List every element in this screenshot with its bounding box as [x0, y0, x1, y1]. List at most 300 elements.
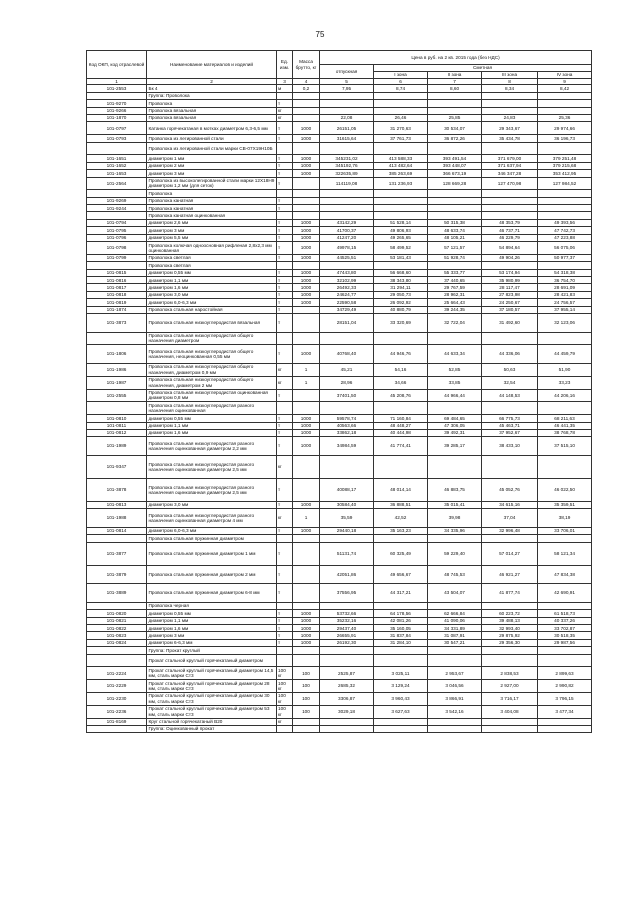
material-code: 101-1653 [87, 170, 147, 177]
table-row [87, 402, 592, 415]
table-row [87, 107, 592, 114]
unit-of-measure: т [277, 277, 293, 284]
gross-mass [293, 92, 320, 99]
price-zone-1 [374, 190, 428, 197]
table-row [87, 212, 592, 219]
header-code: Код ОКП, код отраслевой [87, 51, 147, 79]
price-zone-3 [482, 212, 538, 219]
gross-mass [293, 584, 320, 603]
material-code: 101-0816 [87, 277, 147, 284]
gross-mass: 100 [293, 680, 320, 693]
material-code: 101-1987 [87, 376, 147, 389]
gross-mass: 100 [293, 705, 320, 718]
price-zone-1 [374, 100, 428, 107]
release-price [320, 197, 374, 204]
price-zone-2: 55 333,77 [428, 269, 482, 276]
price-zone-4: 3 477,34 [538, 705, 592, 718]
price-zone-3: 46 229,79 [482, 234, 538, 241]
price-zone-1 [374, 92, 428, 99]
price-zone-1 [374, 332, 428, 345]
price-zone-2: 393 448,07 [428, 162, 482, 169]
release-price: 30584,40 [320, 501, 374, 508]
material-name: Проволока канатная [147, 197, 277, 204]
unit-of-measure: кг [277, 718, 293, 725]
price-zone-1: 35 163,23 [374, 527, 428, 534]
price-zone-2 [428, 654, 482, 667]
release-price: 37401,50 [320, 389, 374, 402]
price-zone-2 [428, 107, 482, 114]
release-price [320, 535, 374, 542]
table-row [87, 632, 592, 639]
gross-mass: 1000 [293, 527, 320, 534]
price-zone-1: 71 160,84 [374, 415, 428, 422]
gross-mass [293, 402, 320, 415]
release-price [320, 602, 374, 609]
price-zone-1: 40 444,98 [374, 429, 428, 436]
material-code: 101-0812 [87, 429, 147, 436]
unit-of-measure [277, 535, 293, 542]
table-row [87, 680, 592, 693]
price-zone-1: 3 129,24 [374, 680, 428, 693]
price-zone-1 [374, 455, 428, 478]
price-zone-3: 24 250,67 [482, 299, 538, 306]
price-zone-3: 39 488,13 [482, 617, 538, 624]
unit-of-measure [277, 262, 293, 269]
unit-of-measure: т [277, 437, 293, 456]
price-zone-4: 44 206,16 [538, 389, 592, 402]
unit-of-measure: т [277, 291, 293, 298]
price-zone-3: 37,04 [482, 509, 538, 528]
price-zone-4: 127 984,52 [538, 177, 592, 190]
unit-of-measure: 100 кг [277, 692, 293, 705]
table-row [87, 584, 592, 603]
material-code: 101-2553 [87, 85, 147, 92]
material-name: Проволока вязальная [147, 107, 277, 114]
price-zone-4: 28 421,83 [538, 291, 592, 298]
release-price: 34729,49 [320, 306, 374, 313]
material-name: диаметром 5,5 мм [147, 234, 277, 241]
price-zone-4: 33 702,87 [538, 625, 592, 632]
material-code: 101-3877 [87, 542, 147, 565]
gross-mass [293, 718, 320, 725]
table-row [87, 610, 592, 617]
unit-of-measure [277, 725, 293, 732]
gross-mass [293, 190, 320, 197]
price-zone-2: 32 722,04 [428, 313, 482, 332]
table-row [87, 527, 592, 534]
col-number: 8 [482, 79, 538, 85]
material-code: 101-1874 [87, 306, 147, 313]
material-name: Проволока колючая одноосновная рифленая 2,8х2,3 мм оцинкованная [147, 242, 277, 255]
group-header-row [87, 92, 592, 99]
release-price: 22,08 [320, 114, 374, 121]
price-zone-4 [538, 654, 592, 667]
unit-of-measure: т [277, 422, 293, 429]
price-zone-3: 3 404,08 [482, 705, 538, 718]
table-row [87, 509, 592, 528]
material-name: Проволока стальная низкоуглеродистая общего назначения, неоцинкованная 0,55 мм [147, 345, 277, 364]
material-name: диаметром 3 мм [147, 632, 277, 639]
price-zone-3: 45 463,71 [482, 422, 538, 429]
price-zone-2 [428, 262, 482, 269]
unit-of-measure: т [277, 177, 293, 190]
gross-mass [293, 114, 320, 121]
price-zone-3: 27 823,98 [482, 291, 538, 298]
unit-of-measure: т [277, 632, 293, 639]
material-name: Проволока стальная низкоуглеродистая разного назначения оцинкованная диаметром 2,5 мм [147, 455, 277, 478]
price-zone-2: 29 767,59 [428, 284, 482, 291]
price-zone-2: 3 866,91 [428, 692, 482, 705]
price-zone-2: 31 087,91 [428, 632, 482, 639]
unit-of-measure: т [277, 227, 293, 234]
material-code: 101-0810 [87, 415, 147, 422]
release-price: 44525,51 [320, 254, 374, 261]
header-name: Наименование материалов и изделий [147, 51, 277, 79]
price-zone-3 [482, 654, 538, 667]
unit-of-measure: т [277, 306, 293, 313]
release-price: 28,96 [320, 376, 374, 389]
price-zone-3 [482, 197, 538, 204]
price-zone-4: 353 412,95 [538, 170, 592, 177]
price-zone-3: 66 775,73 [482, 415, 538, 422]
price-zone-3: 35 980,99 [482, 277, 538, 284]
price-zone-1: 44 946,76 [374, 345, 428, 364]
price-zone-3 [482, 92, 538, 99]
price-zone-4 [538, 100, 592, 107]
price-zone-3: 53 174,94 [482, 269, 538, 276]
unit-of-measure: т [277, 219, 293, 226]
unit-of-measure: т [277, 565, 293, 584]
material-name: Прокат стальной круглый горячекатаный диаметром 14,5 мм, сталь марки Ст3 [147, 667, 277, 680]
price-zone-1: 48 448,27 [374, 422, 428, 429]
table-row [87, 429, 592, 436]
table-row [87, 277, 592, 284]
table-row [87, 313, 592, 332]
price-zone-3: 127 470,98 [482, 177, 538, 190]
gross-mass: 1000 [293, 162, 320, 169]
price-zone-3: 32,54 [482, 376, 538, 389]
release-price: 45,21 [320, 363, 374, 376]
price-zone-2: 33,85 [428, 376, 482, 389]
price-zone-2: 48 105,21 [428, 234, 482, 241]
price-zone-3: 38 433,10 [482, 437, 538, 456]
price-zone-2: 59 229,40 [428, 542, 482, 565]
unit-of-measure [277, 92, 293, 99]
price-zone-1: 42,52 [374, 509, 428, 528]
price-zone-2 [428, 455, 482, 478]
material-code: 101-9269 [87, 197, 147, 204]
col-number: 4 [293, 79, 320, 85]
price-zone-3: 28 117,47 [482, 284, 538, 291]
release-price: 35,59 [320, 509, 374, 528]
release-price: 49978,15 [320, 242, 374, 255]
material-code [87, 402, 147, 415]
gross-mass: 1000 [293, 639, 320, 646]
gross-mass [293, 542, 320, 565]
unit-of-measure: т [277, 542, 293, 565]
material-code: 101-0821 [87, 617, 147, 624]
price-zone-1: 131 236,93 [374, 177, 428, 190]
price-zone-3: 57 014,27 [482, 542, 538, 565]
price-zone-3: 44 148,53 [482, 389, 538, 402]
price-zone-1: 26 092,92 [374, 299, 428, 306]
gross-mass: 1000 [293, 625, 320, 632]
material-name: Круг стальной горячекатаный В20 [147, 718, 277, 725]
material-code [87, 654, 147, 667]
release-price: 51131,74 [320, 542, 374, 565]
price-zone-2 [428, 142, 482, 155]
price-zone-3: 29 356,30 [482, 639, 538, 646]
gross-mass [293, 205, 320, 212]
price-zone-4: 2 990,82 [538, 680, 592, 693]
price-zone-2: 50 315,38 [428, 219, 482, 226]
price-zone-4 [538, 332, 592, 345]
price-zone-2: 366 673,19 [428, 170, 482, 177]
unit-of-measure: кг [277, 376, 293, 389]
price-zone-3: 371 679,00 [482, 155, 538, 162]
material-code: 101-2229 [87, 680, 147, 693]
release-price [320, 107, 374, 114]
release-price [320, 142, 374, 155]
material-name: Прокат стальной круглый горячекатаный диаметром 53 мм, сталь марки Ст3 [147, 705, 277, 718]
price-zone-3: 41 877,74 [482, 584, 538, 603]
table-row [87, 422, 592, 429]
material-name: Проволока черная [147, 602, 277, 609]
material-code: 101-0797 [87, 122, 147, 135]
price-zone-1: 37 761,73 [374, 135, 428, 142]
price-zone-4: 40 337,26 [538, 617, 592, 624]
price-zone-3 [482, 718, 538, 725]
gross-mass: 1000 [293, 234, 320, 241]
material-code [87, 142, 147, 155]
unit-of-measure: т [277, 162, 293, 169]
price-zone-1: 31 270,63 [374, 122, 428, 135]
price-zone-4: 38,19 [538, 509, 592, 528]
release-price: 32102,99 [320, 277, 374, 284]
gross-mass: 1000 [293, 617, 320, 624]
material-code: 101-0824 [87, 639, 147, 646]
material-name: Группа: Оцинкованный прокат [147, 725, 277, 732]
gross-mass [293, 306, 320, 313]
price-zone-1 [374, 262, 428, 269]
price-zone-2: 3 542,16 [428, 705, 482, 718]
col-number: 7 [428, 79, 482, 85]
material-name: Проволока стальная низкоуглеродистая оцинкованная диаметром 0,8 мм [147, 389, 277, 402]
price-zone-1: 60 325,49 [374, 542, 428, 565]
price-zone-1: 31 294,11 [374, 284, 428, 291]
table-row [87, 501, 592, 508]
price-zone-4: 46 022,50 [538, 478, 592, 501]
material-code: 101-1988 [87, 509, 147, 528]
group-header-row [87, 725, 592, 732]
material-code: 101-9347 [87, 455, 147, 478]
header-zone-3: III зона [482, 72, 538, 79]
price-zone-3: 37 952,67 [482, 429, 538, 436]
release-price: 28151,04 [320, 313, 374, 332]
col-number: 6 [374, 79, 428, 85]
price-zone-3: 2 927,00 [482, 680, 538, 693]
table-row [87, 478, 592, 501]
release-price [320, 262, 374, 269]
release-price: 47443,80 [320, 269, 374, 276]
price-zone-1: 40 880,79 [374, 306, 428, 313]
unit-of-measure [277, 647, 293, 654]
price-zone-2 [428, 718, 482, 725]
price-zone-1: 56 668,60 [374, 269, 428, 276]
material-name: Проволока вязальная [147, 114, 277, 121]
unit-of-measure [277, 654, 293, 667]
table-row [87, 718, 592, 725]
table-row [87, 269, 592, 276]
release-price [320, 92, 374, 99]
release-price: 43142,29 [320, 219, 374, 226]
gross-mass [293, 212, 320, 219]
table-row [87, 332, 592, 345]
material-code: 101-0794 [87, 219, 147, 226]
price-zone-2 [428, 190, 482, 197]
table-row [87, 625, 592, 632]
price-zone-4 [538, 92, 592, 99]
price-zone-3 [482, 190, 538, 197]
price-zone-2 [428, 100, 482, 107]
price-zone-1 [374, 535, 428, 542]
material-code: 101-0818 [87, 291, 147, 298]
material-code: 101-1806 [87, 345, 147, 364]
price-zone-3: 371 637,94 [482, 162, 538, 169]
unit-of-measure: т [277, 617, 293, 624]
price-zone-3: 24,83 [482, 114, 538, 121]
unit-of-measure [277, 332, 293, 345]
gross-mass: 1000 [293, 610, 320, 617]
gross-mass: 1000 [293, 429, 320, 436]
material-code: 101-3878 [87, 478, 147, 501]
release-price: 26492,33 [320, 284, 374, 291]
gross-mass [293, 197, 320, 204]
material-name: Проволока стальная низкоуглеродистая разного назначения оцинкованная [147, 402, 277, 415]
table-row [87, 242, 592, 255]
unit-of-measure: т [277, 234, 293, 241]
table-row [87, 415, 592, 422]
release-price: 40563,66 [320, 422, 374, 429]
material-code: 101-9270 [87, 100, 147, 107]
price-zone-4: 47 223,88 [538, 234, 592, 241]
price-zone-4: 36 196,73 [538, 135, 592, 142]
material-name: Прокат стальной круглый горячекатаный диаметром 30 мм, сталь марки Ст3 [147, 692, 277, 705]
price-zone-3: 46 921,27 [482, 565, 538, 584]
material-code: 101-0799 [87, 254, 147, 261]
price-zone-3: 49 904,26 [482, 254, 538, 261]
price-zone-4: 54 318,38 [538, 269, 592, 276]
gross-mass: 1000 [293, 437, 320, 456]
price-zone-3: 35 434,78 [482, 135, 538, 142]
price-zone-2: 43 504,07 [428, 584, 482, 603]
material-code [87, 602, 147, 609]
material-name: Группа: Прокат круглый [147, 647, 277, 654]
material-code: 101-0820 [87, 610, 147, 617]
price-zone-4: 58 121,34 [538, 542, 592, 565]
price-zone-4: 29 987,56 [538, 639, 592, 646]
price-zone-4 [538, 402, 592, 415]
table-row [87, 389, 592, 402]
table-row [87, 177, 592, 190]
unit-of-measure: т [277, 389, 293, 402]
price-zone-3 [482, 100, 538, 107]
table-row [87, 155, 592, 162]
price-zone-3: 32 996,48 [482, 527, 538, 534]
price-zone-3 [482, 725, 538, 732]
price-zone-2: 39,98 [428, 509, 482, 528]
price-zone-4: 3 796,15 [538, 692, 592, 705]
material-name: диаметром 1,1 мм [147, 422, 277, 429]
price-zone-4: 47 834,38 [538, 565, 592, 584]
price-zone-1 [374, 212, 428, 219]
material-name: Проволока стальная наростойная [147, 306, 277, 313]
price-zone-1: 38 343,80 [374, 277, 428, 284]
material-name: Бк 4 [147, 85, 277, 92]
unit-of-measure: кг [277, 455, 293, 478]
col-number: 1 [87, 79, 147, 85]
price-zone-2: 44 966,44 [428, 389, 482, 402]
price-zone-3 [482, 107, 538, 114]
table-row [87, 162, 592, 169]
col-number: 3 [277, 79, 293, 85]
price-zone-1: 51 528,14 [374, 219, 428, 226]
unit-of-measure: т [277, 254, 293, 261]
price-zone-1: 49 806,93 [374, 227, 428, 234]
material-code: 101-9244 [87, 205, 147, 212]
table-row [87, 692, 592, 705]
unit-of-measure: т [277, 299, 293, 306]
release-price: 345192,76 [320, 162, 374, 169]
table-row [87, 205, 592, 212]
table-row [87, 142, 592, 155]
header-estimate: Сметная [374, 65, 592, 72]
price-zone-3 [482, 332, 538, 345]
gross-mass [293, 389, 320, 402]
price-zone-2: 47 306,05 [428, 422, 482, 429]
material-name: диаметром 1,1 мм [147, 617, 277, 624]
price-zone-2: 48 633,74 [428, 227, 482, 234]
price-zone-2 [428, 602, 482, 609]
release-price: 34984,59 [320, 437, 374, 456]
gross-mass: 100 [293, 692, 320, 705]
material-name: Проволока стальная пружинная диаметром 2 мм [147, 565, 277, 584]
release-price: 29437,40 [320, 625, 374, 632]
price-zone-4 [538, 205, 592, 212]
unit-of-measure: кг [277, 509, 293, 528]
material-name: диаметром 3,0 мм [147, 291, 277, 298]
price-zone-3: 29 343,67 [482, 122, 538, 135]
table-row [87, 299, 592, 306]
material-name: диаметром 0,55 мм [147, 415, 277, 422]
table-row [87, 262, 592, 269]
price-zone-4: 37 515,10 [538, 437, 592, 456]
price-zone-3: 29 875,92 [482, 632, 538, 639]
table-row [87, 100, 592, 107]
unit-of-measure: т [277, 625, 293, 632]
price-zone-4: 379 251,48 [538, 155, 592, 162]
unit-of-measure: т [277, 415, 293, 422]
gross-mass: 1000 [293, 345, 320, 364]
table-row [87, 654, 592, 667]
price-zone-4 [538, 647, 592, 654]
material-name: Проволока стальная пружинная диаметром 6-8 мм [147, 584, 277, 603]
material-name: Проволока из высоколегированной стали марки 12Х18Н9 диаметром 1,2 мм (для сеток) [147, 177, 277, 190]
table-row [87, 535, 592, 542]
price-zone-3: 37 180,57 [482, 306, 538, 313]
header-zone-4: IV зона [538, 72, 592, 79]
price-zone-2: 28 962,31 [428, 291, 482, 298]
